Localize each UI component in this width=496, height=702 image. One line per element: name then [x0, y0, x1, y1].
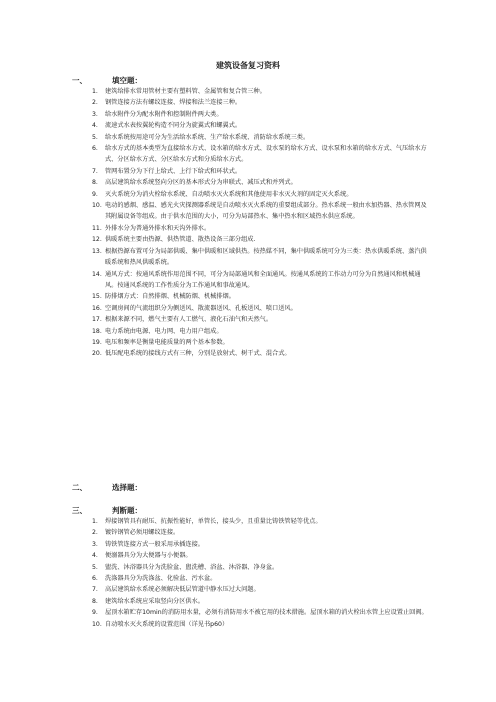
- item-text: 根据热源布置可分为局部供暖、集中供暖和区域供热。按热媒不同，集中供暖系统可分为三类：热水供暖系统、蒸汽供暖系统和热风供暖系统。: [105, 247, 427, 267]
- section-heading-fill-blank: [72, 75, 142, 86]
- section-heading-choice: [72, 482, 142, 493]
- list-item: [92, 584, 428, 595]
- list-item: [92, 120, 428, 131]
- list-item: [92, 607, 428, 618]
- list-item: [92, 596, 428, 607]
- item-text: 防排烟方式：自然排烟、机械防烟、机械排烟。: [105, 293, 235, 301]
- list-item: [92, 189, 428, 200]
- list-item: [92, 539, 428, 550]
- item-number: 2.: [92, 99, 98, 107]
- list-item: [92, 177, 428, 188]
- item-text: 给水附件分为配水附件和控制附件两大类。: [105, 110, 223, 118]
- section-label: 判断题：: [112, 506, 142, 515]
- list-item: [92, 562, 428, 573]
- item-text: 低压配电系统的接线方式有三种，分别是放射式、树干式、混合式。: [105, 350, 291, 358]
- item-number: 6.: [92, 575, 98, 583]
- item-text: 盥洗、沐浴器具分为洗脸盆、盥洗槽、浴盆、沐浴器、净身盆。: [105, 563, 279, 571]
- item-number: 9.: [92, 190, 98, 198]
- item-text: 给水方式的基本类型为直接给水方式、设水箱的给水方式、设水泵的给水方式、设水泵和水箱的给水方式、气压给水方式、分区给水方式、分区给水方式和分质给水方式。: [105, 145, 427, 164]
- item-text: 空调房间的气流组织分为侧送风、散流器送风、孔板送风、喷口送风。: [105, 304, 297, 312]
- item-text: 焊接钢管具有耐压、抗振性能好，单管长，接头少，且重量比铸铁管轻等优点。: [105, 518, 322, 525]
- section-number: 一、: [72, 76, 87, 85]
- list-item: [92, 223, 428, 234]
- item-number: 4.: [92, 552, 98, 560]
- list-item: [92, 348, 428, 359]
- list-item: [92, 246, 428, 269]
- list-item: [92, 97, 428, 108]
- list-item: [92, 166, 428, 177]
- item-number: 3.: [92, 540, 98, 548]
- section-label: 选择题：: [112, 483, 142, 492]
- section-label: 填空题：: [112, 76, 142, 85]
- list-item: [92, 132, 428, 143]
- item-number: 13.: [92, 247, 102, 255]
- section-heading-judge: [72, 505, 142, 516]
- item-text: 供暖系统主要由热源、供热管道、散热设备三部分组成.: [105, 236, 256, 244]
- item-text: 根据来源不同，燃气主要有人工燃气、液化石油气和天然气。: [105, 316, 273, 324]
- item-number: 17.: [92, 316, 102, 324]
- item-text: 屋顶水箱贮存10min的消防用水量，必须有消防用水不被它用的技术措施。屋顶水箱的消火栓出水管上应设置止回阀。: [105, 609, 428, 617]
- list-item: [92, 200, 428, 223]
- list-item: [92, 337, 428, 348]
- item-number: 2.: [92, 529, 98, 537]
- item-number: 1.: [92, 518, 98, 525]
- list-item: [92, 234, 428, 245]
- list-item: [92, 326, 428, 337]
- item-number: 11.: [92, 224, 102, 232]
- list-item: [92, 619, 428, 630]
- list-item: [92, 573, 428, 584]
- item-text: 建筑给排水常用管材主要有塑料管、金属管和复合管三种。: [105, 88, 266, 95]
- item-number: 10.: [92, 202, 102, 210]
- section-number: 三、: [72, 506, 87, 515]
- item-text: 电压和频率是衡量电能质量的两个基本参数。: [105, 338, 229, 346]
- list-item: [92, 527, 428, 538]
- item-text: 洗涤器具分为洗涤盆、化验盆、污水盆。: [105, 575, 217, 583]
- list-item: [92, 269, 428, 292]
- item-text: 灭火系统分为消火栓给水系统、自动喷水灭火系统和其他使用非水灭火剂的固定灭火系统。: [105, 190, 353, 198]
- item-number: 5.: [92, 563, 98, 571]
- item-number: 3.: [92, 110, 98, 118]
- item-number: 8.: [92, 179, 98, 187]
- item-text: 高层建筑给水系统竖向分区的基本形式分为串联式、减压式和并列式。: [105, 179, 297, 187]
- item-text: 建筑给水系统应采取竖向分区供水。: [105, 597, 204, 605]
- item-text: 铸铁管连接方式一般采用承插连接。: [105, 540, 204, 548]
- item-number: 6.: [92, 145, 98, 153]
- item-number: 16.: [92, 304, 102, 312]
- item-number: 18.: [92, 327, 102, 335]
- document-title: 建筑设备复习资料: [216, 61, 280, 70]
- item-text: 镀锌钢管必须用螺纹连接。: [105, 529, 180, 537]
- judge-list: [92, 516, 428, 630]
- list-item: [92, 109, 428, 120]
- item-text: 钢管连接方法有螺纹连接、焊接和法兰连接三种。: [105, 99, 242, 107]
- list-item: [92, 143, 428, 166]
- item-number: 1.: [92, 88, 98, 95]
- item-number: 12.: [92, 236, 102, 244]
- item-text: 电力系统由电源、电力网、电力用户组成。: [105, 327, 223, 335]
- item-number: 7.: [92, 167, 98, 175]
- item-text: 便溺器具分为大便器与小便器。: [105, 552, 192, 560]
- item-text: 管网布置分为下行上给式、上行下给式和环状式。: [105, 167, 242, 175]
- item-text: 电动的感烟、感温、感光火灾探测器系统是自动喷水灭火系统的重要组成部分。热水系统一般由水加热器、热水管网及其附属设备等组成。由于供水范围的大小，可分为局部热水、集中热水和区域热水供应系统。: [105, 202, 427, 221]
- list-item: [92, 291, 428, 302]
- item-number: 7.: [92, 586, 98, 594]
- item-number: 9.: [92, 609, 98, 617]
- list-item: [92, 86, 428, 97]
- item-number: 14.: [92, 270, 102, 278]
- item-text: 高层建筑给水系统必须解决低层管道中静水压过大问题。: [105, 586, 260, 594]
- item-number: 10.: [92, 620, 102, 628]
- item-text: 通风方式：按通风系统作用范围不同，可分为局部通风和全面通风。按通风系统的工作动力可分为自然通风和机械通风。按通风系统的工作性质分为工作通风和事故通风。: [105, 270, 421, 289]
- fill-blank-list: [92, 86, 428, 360]
- list-item: [92, 314, 428, 325]
- list-item: [92, 303, 428, 314]
- item-text: 给水系统按用途可分为生活给水系统、生产给水系统、消防给水系统三类。: [105, 133, 310, 141]
- item-text: 外排水分为普通外排水和天沟外排水。: [105, 224, 211, 232]
- list-item: [92, 550, 428, 561]
- item-text: 自动喷水灭火系统的设置范围（详见书p60）: [105, 620, 229, 628]
- item-number: 4.: [92, 122, 98, 130]
- item-number: 20.: [92, 350, 102, 358]
- item-number: 5.: [92, 133, 98, 141]
- item-number: 15.: [92, 293, 102, 301]
- section-number: 二、: [72, 483, 87, 492]
- item-number: 8.: [92, 597, 98, 605]
- item-text: 流速式水表按翼轮构造不同分为旋翼式和螺翼式。: [105, 122, 242, 130]
- item-number: 19.: [92, 338, 102, 346]
- list-item: [92, 516, 428, 527]
